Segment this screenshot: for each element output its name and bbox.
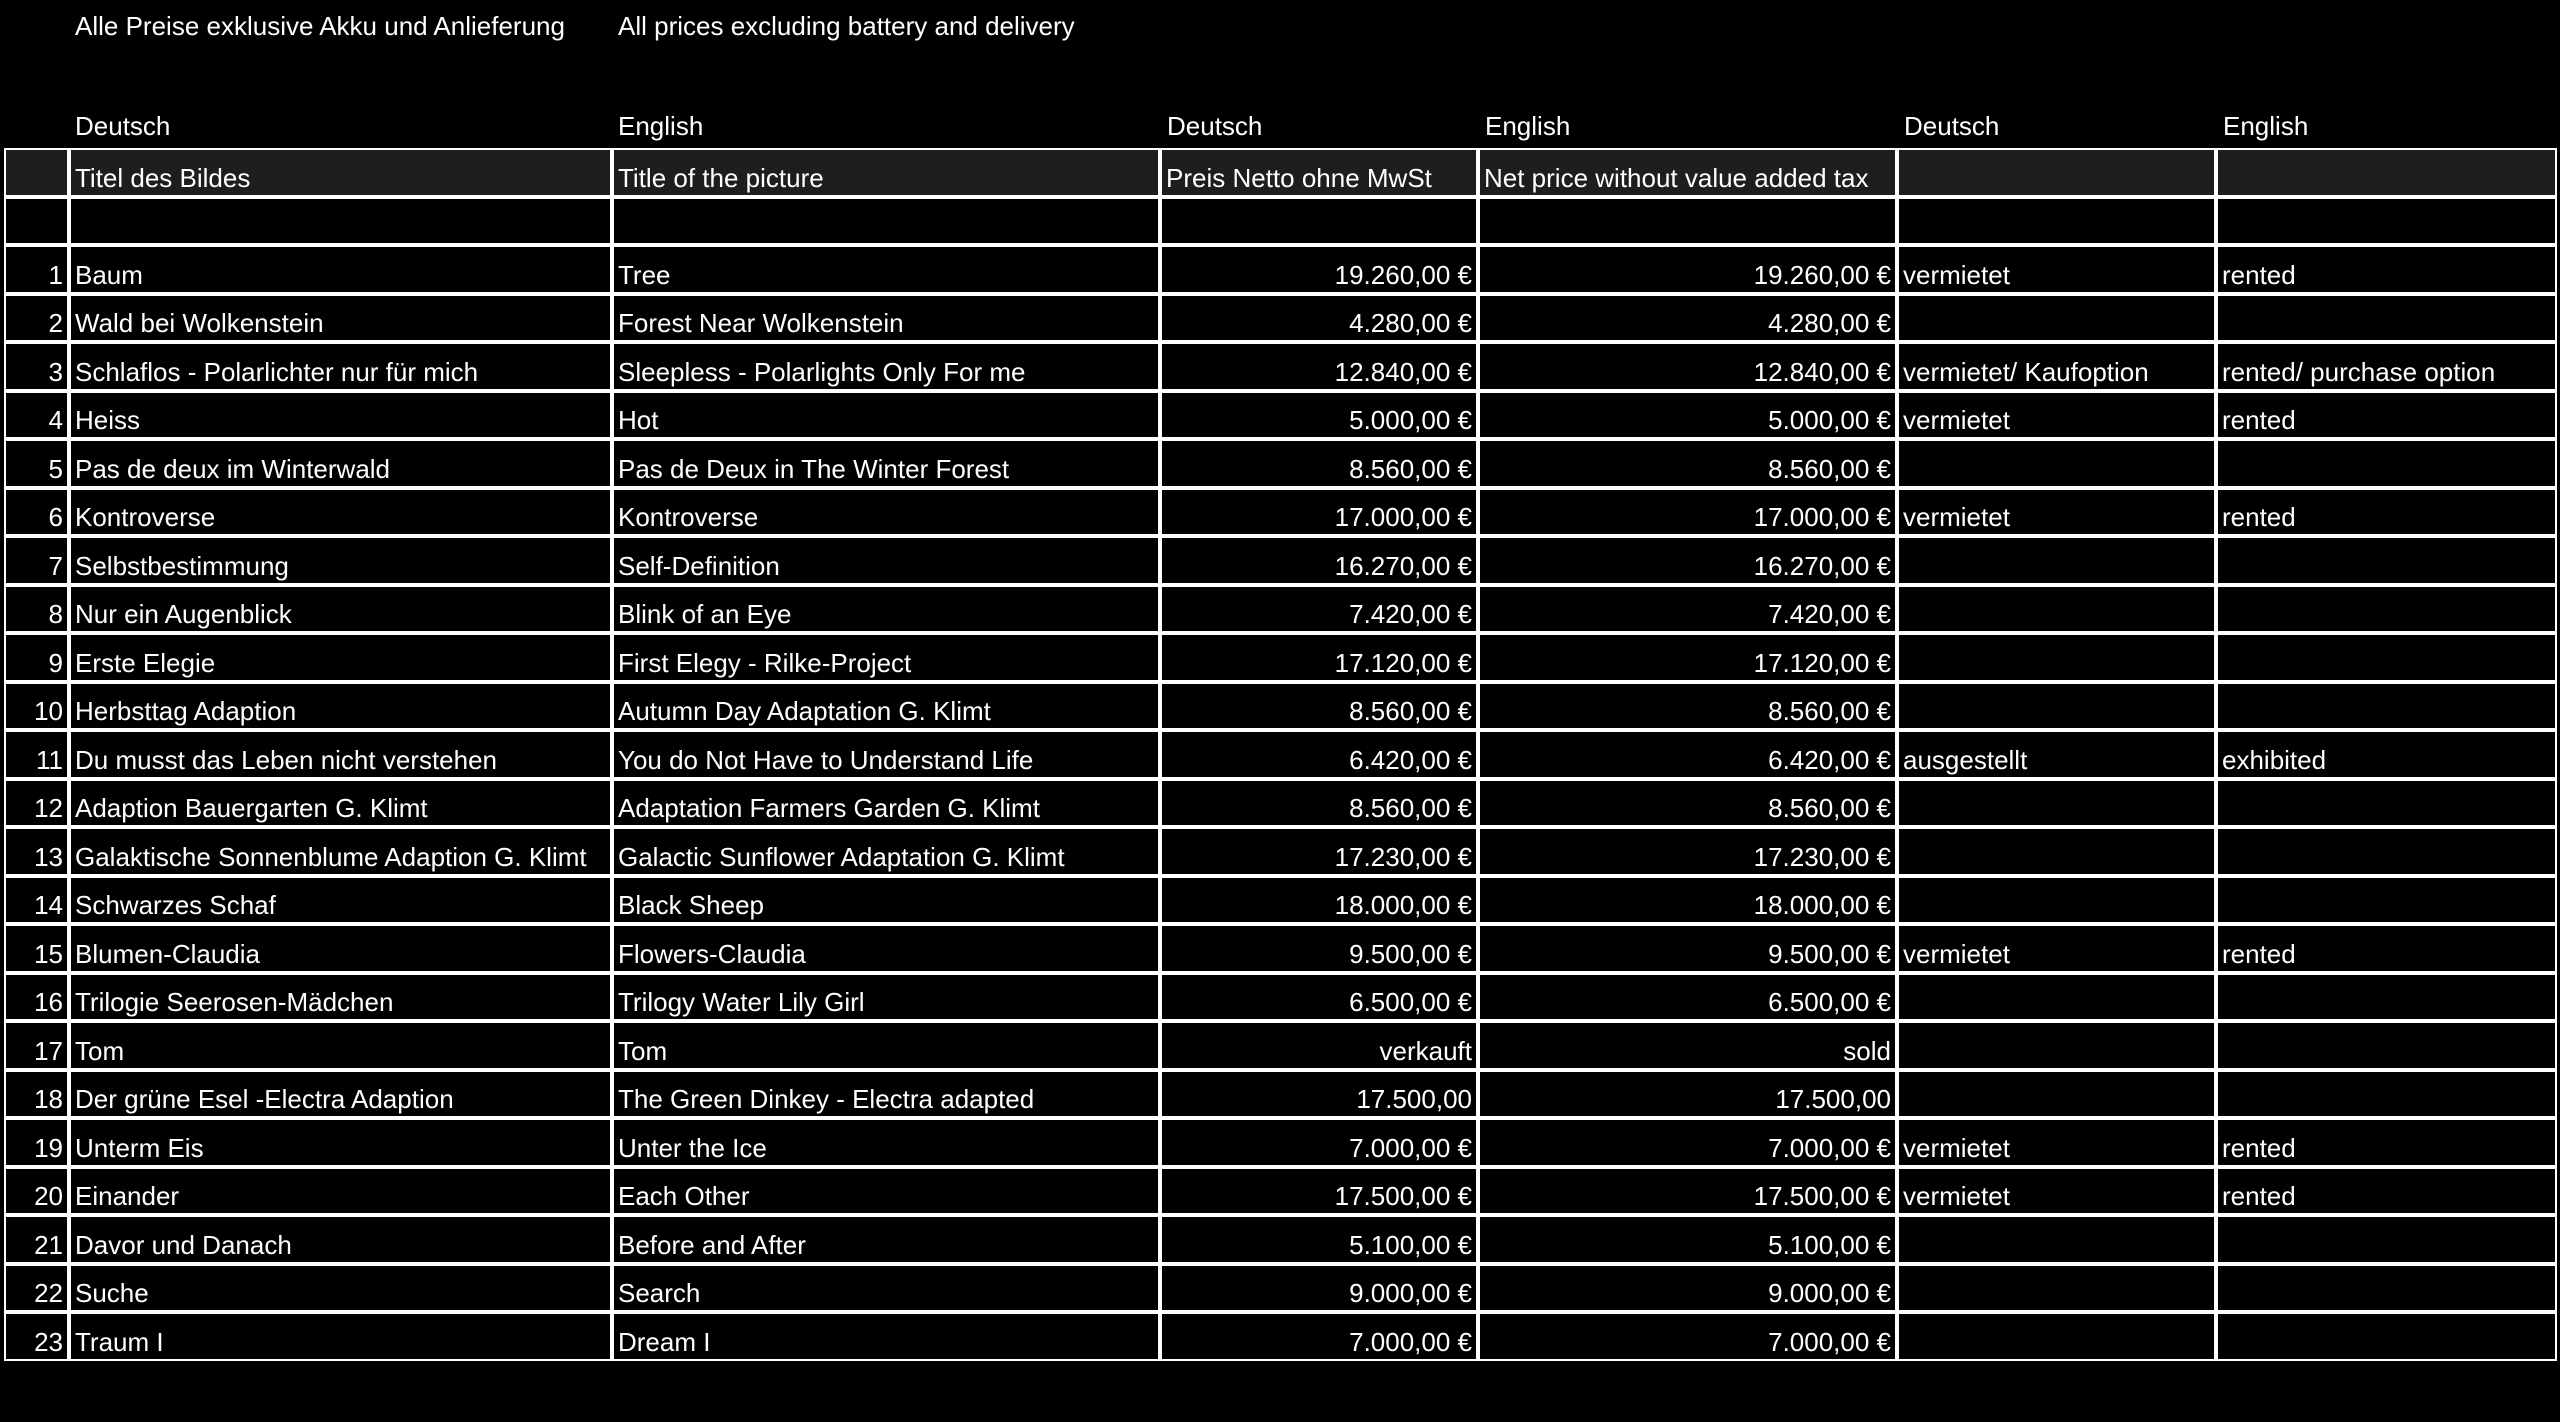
language-label: English [618,111,704,141]
table-row [4,682,2557,731]
title-en-cell[interactable]: Kontroverse [612,488,1160,537]
title-de-cell[interactable]: Pas de deux im Winterwald [69,439,612,488]
row-number-cell[interactable]: 4 [4,391,69,440]
row-number-cell[interactable]: 16 [4,973,69,1022]
title-de-cell[interactable]: Tom [69,1021,612,1070]
title-en-cell[interactable]: The Green Dinkey - Electra adapted [612,1070,1160,1119]
title-de-cell[interactable]: Einander [69,1167,612,1216]
status-en-cell[interactable]: exhibited [2216,730,2557,779]
price-en-cell[interactable]: 5.000,00 € [1478,391,1897,440]
empty-cell[interactable] [1160,197,1478,246]
table-row [4,973,2557,1022]
price-table [4,148,2557,1361]
status-de-cell[interactable]: ausgestellt [1897,730,2216,779]
empty-cell[interactable] [612,197,1160,246]
table-row [4,488,2557,537]
status-en-cell[interactable] [2216,1264,2557,1313]
row-number-cell[interactable]: 14 [4,876,69,925]
row-number-cell[interactable]: 1 [4,245,69,294]
title-de-cell[interactable]: Herbsttag Adaption [69,682,612,731]
table-row [4,827,2557,876]
status-en-cell[interactable]: rented [2216,1118,2557,1167]
table-row [4,391,2557,440]
price-de-cell[interactable]: 8.560,00 € [1160,439,1478,488]
status-en-cell[interactable] [2216,827,2557,876]
title-en-cell[interactable]: Each Other [612,1167,1160,1216]
price-de-cell[interactable]: 17.500,00 € [1160,1167,1478,1216]
price-en-cell[interactable]: 17.230,00 € [1478,827,1897,876]
table-row [4,779,2557,828]
title-de-cell[interactable]: Davor und Danach [69,1215,612,1264]
row-number-cell[interactable]: 19 [4,1118,69,1167]
price-en-cell[interactable]: 5.100,00 € [1478,1215,1897,1264]
empty-cell[interactable] [69,197,612,246]
note-english: All prices excluding battery and delivery [618,11,1075,41]
empty-cell[interactable] [2216,197,2557,246]
status-en-cell[interactable] [2216,1312,2557,1361]
price-en-cell[interactable]: 17.500,00 € [1478,1167,1897,1216]
price-en-cell[interactable]: 9.000,00 € [1478,1264,1897,1313]
header-cell-title-en[interactable]: Title of the picture [612,148,1160,197]
title-de-cell[interactable]: Der grüne Esel -Electra Adaption [69,1070,612,1119]
empty-cell[interactable] [1897,197,2216,246]
header-cell-status-de[interactable] [1897,148,2216,197]
table-row [4,730,2557,779]
title-de-cell[interactable]: Baum [69,245,612,294]
language-header-row [0,108,2560,148]
status-en-cell[interactable] [2216,682,2557,731]
price-en-cell[interactable]: 8.560,00 € [1478,439,1897,488]
table-row [4,342,2557,391]
status-de-cell[interactable]: vermietet [1897,488,2216,537]
price-de-cell[interactable]: 17.500,00 [1160,1070,1478,1119]
table-row [4,633,2557,682]
title-en-cell[interactable]: First Elegy - Rilke-Project [612,633,1160,682]
row-number-cell[interactable]: 13 [4,827,69,876]
status-en-cell[interactable] [2216,779,2557,828]
title-en-cell[interactable]: Galactic Sunflower Adaptation G. Klimt [612,827,1160,876]
status-de-cell[interactable] [1897,682,2216,731]
price-de-cell[interactable]: 19.260,00 € [1160,245,1478,294]
status-en-cell[interactable]: rented/ purchase option [2216,342,2557,391]
price-de-cell[interactable]: 4.280,00 € [1160,294,1478,343]
price-de-cell[interactable]: 8.560,00 € [1160,682,1478,731]
title-de-cell[interactable]: Galaktische Sonnenblume Adaption G. Klimt [69,827,612,876]
price-de-cell[interactable]: 12.840,00 € [1160,342,1478,391]
price-de-cell[interactable]: 16.270,00 € [1160,536,1478,585]
header-cell-title-de[interactable]: Titel des Bildes [69,148,612,197]
status-en-cell[interactable] [2216,633,2557,682]
status-de-cell[interactable] [1897,1312,2216,1361]
status-de-cell[interactable]: vermietet [1897,1167,2216,1216]
title-de-cell[interactable]: Traum I [69,1312,612,1361]
price-de-cell[interactable]: 6.500,00 € [1160,973,1478,1022]
row-number-cell[interactable]: 10 [4,682,69,731]
status-en-cell[interactable] [2216,536,2557,585]
language-label: English [1485,111,1571,141]
title-de-cell[interactable]: Schwarzes Schaf [69,876,612,925]
price-de-cell[interactable]: 7.000,00 € [1160,1312,1478,1361]
title-en-cell[interactable]: Self-Definition [612,536,1160,585]
title-de-cell[interactable]: Adaption Bauergarten G. Klimt [69,779,612,828]
title-en-cell[interactable]: Pas de Deux in The Winter Forest [612,439,1160,488]
price-en-cell[interactable]: 6.420,00 € [1478,730,1897,779]
table-row [4,1021,2557,1070]
title-en-cell[interactable]: Forest Near Wolkenstein [612,294,1160,343]
price-en-cell[interactable]: 6.500,00 € [1478,973,1897,1022]
table-row [4,924,2557,973]
status-de-cell[interactable]: vermietet [1897,924,2216,973]
title-de-cell[interactable]: Heiss [69,391,612,440]
header-cell-price-en[interactable]: Net price without value added tax [1478,148,1897,197]
price-de-cell[interactable]: 5.000,00 € [1160,391,1478,440]
row-number-cell[interactable]: 17 [4,1021,69,1070]
status-en-cell[interactable] [2216,439,2557,488]
price-en-cell[interactable]: 17.000,00 € [1478,488,1897,537]
status-de-cell[interactable] [1897,1021,2216,1070]
table-row [4,1264,2557,1313]
table-row [4,1312,2557,1361]
row-number-cell[interactable]: 21 [4,1215,69,1264]
price-de-cell[interactable]: 17.120,00 € [1160,633,1478,682]
price-en-cell[interactable]: 4.280,00 € [1478,294,1897,343]
status-de-cell[interactable] [1897,973,2216,1022]
title-de-cell[interactable]: Unterm Eis [69,1118,612,1167]
price-en-cell[interactable]: 8.560,00 € [1478,682,1897,731]
title-en-cell[interactable]: Hot [612,391,1160,440]
row-number-cell[interactable]: 9 [4,633,69,682]
price-en-cell[interactable]: 7.000,00 € [1478,1312,1897,1361]
status-en-cell[interactable]: rented [2216,924,2557,973]
price-de-cell[interactable]: 9.500,00 € [1160,924,1478,973]
row-number-cell[interactable]: 5 [4,439,69,488]
row-number-cell[interactable]: 20 [4,1167,69,1216]
table-row [4,536,2557,585]
title-en-cell[interactable]: Black Sheep [612,876,1160,925]
title-en-cell[interactable]: Tree [612,245,1160,294]
status-de-cell[interactable] [1897,779,2216,828]
price-en-cell[interactable]: 9.500,00 € [1478,924,1897,973]
price-de-cell[interactable]: 18.000,00 € [1160,876,1478,925]
title-de-cell[interactable]: Trilogie Seerosen-Mädchen [69,973,612,1022]
row-number-cell[interactable]: 3 [4,342,69,391]
table-row [4,585,2557,634]
title-de-cell[interactable]: Schlaflos - Polarlichter nur für mich [69,342,612,391]
price-en-cell[interactable]: 18.000,00 € [1478,876,1897,925]
status-de-cell[interactable] [1897,1215,2216,1264]
price-en-cell[interactable]: 19.260,00 € [1478,245,1897,294]
status-de-cell[interactable] [1897,827,2216,876]
status-en-cell[interactable]: rented [2216,391,2557,440]
language-label: Deutsch [1904,111,2000,141]
price-en-cell[interactable]: sold [1478,1021,1897,1070]
status-de-cell[interactable]: vermietet/ Kaufoption [1897,342,2216,391]
status-en-cell[interactable]: rented [2216,488,2557,537]
title-de-cell[interactable]: Suche [69,1264,612,1313]
table-row [4,294,2557,343]
status-en-cell[interactable] [2216,294,2557,343]
price-de-cell[interactable]: 17.000,00 € [1160,488,1478,537]
table-row [4,245,2557,294]
title-en-cell[interactable]: Sleepless - Polarlights Only For me [612,342,1160,391]
empty-cell[interactable] [4,197,69,246]
title-de-cell[interactable]: Selbstbestimmung [69,536,612,585]
title-en-cell[interactable]: Trilogy Water Lily Girl [612,973,1160,1022]
price-en-cell[interactable]: 8.560,00 € [1478,779,1897,828]
price-de-cell[interactable]: 17.230,00 € [1160,827,1478,876]
price-en-cell[interactable]: 17.120,00 € [1478,633,1897,682]
status-en-cell[interactable] [2216,1070,2557,1119]
empty-row [4,197,2557,246]
status-de-cell[interactable] [1897,1070,2216,1119]
price-de-cell[interactable]: 9.000,00 € [1160,1264,1478,1313]
header-cell-number[interactable] [4,148,69,197]
row-number-cell[interactable]: 15 [4,924,69,973]
title-en-cell[interactable]: Search [612,1264,1160,1313]
row-number-cell[interactable]: 18 [4,1070,69,1119]
table-row [4,1167,2557,1216]
status-de-cell[interactable] [1897,633,2216,682]
language-label: English [2223,111,2309,141]
price-en-cell[interactable]: 7.000,00 € [1478,1118,1897,1167]
row-number-cell[interactable]: 23 [4,1312,69,1361]
row-number-cell[interactable]: 8 [4,585,69,634]
title-en-cell[interactable]: You do Not Have to Understand Life [612,730,1160,779]
table-row [4,439,2557,488]
price-de-cell[interactable]: verkauft [1160,1021,1478,1070]
status-de-cell[interactable]: vermietet [1897,245,2216,294]
row-number-cell[interactable]: 22 [4,1264,69,1313]
row-number-cell[interactable]: 7 [4,536,69,585]
language-label: Deutsch [75,111,171,141]
price-de-cell[interactable]: 5.100,00 € [1160,1215,1478,1264]
title-en-cell[interactable]: Autumn Day Adaptation G. Klimt [612,682,1160,731]
header-cell-status-en[interactable] [2216,148,2557,197]
language-label: Deutsch [1167,111,1263,141]
empty-cell[interactable] [1478,197,1897,246]
status-de-cell[interactable] [1897,876,2216,925]
status-de-cell[interactable] [1897,294,2216,343]
status-de-cell[interactable] [1897,1264,2216,1313]
title-en-cell[interactable]: Dream I [612,1312,1160,1361]
header-cell-price-de[interactable]: Preis Netto ohne MwSt [1160,148,1478,197]
status-de-cell[interactable] [1897,585,2216,634]
status-de-cell[interactable] [1897,439,2216,488]
status-de-cell[interactable]: vermietet [1897,1118,2216,1167]
status-en-cell[interactable]: rented [2216,1167,2557,1216]
price-en-cell[interactable]: 7.420,00 € [1478,585,1897,634]
title-de-cell[interactable]: Nur ein Augenblick [69,585,612,634]
title-de-cell[interactable]: Erste Elegie [69,633,612,682]
table-row [4,1070,2557,1119]
price-de-cell[interactable]: 7.420,00 € [1160,585,1478,634]
price-en-cell[interactable]: 16.270,00 € [1478,536,1897,585]
title-en-cell[interactable]: Adaptation Farmers Garden G. Klimt [612,779,1160,828]
price-de-cell[interactable]: 7.000,00 € [1160,1118,1478,1167]
title-de-cell[interactable]: Kontroverse [69,488,612,537]
price-de-cell[interactable]: 8.560,00 € [1160,779,1478,828]
title-en-cell[interactable]: Blink of an Eye [612,585,1160,634]
row-number-cell[interactable]: 2 [4,294,69,343]
status-en-cell[interactable] [2216,585,2557,634]
status-de-cell[interactable] [1897,536,2216,585]
price-en-cell[interactable]: 12.840,00 € [1478,342,1897,391]
title-de-cell[interactable]: Du musst das Leben nicht verstehen [69,730,612,779]
row-number-cell[interactable]: 12 [4,779,69,828]
table-header-row [4,148,2557,197]
table-row [4,1215,2557,1264]
status-en-cell[interactable] [2216,1215,2557,1264]
table-row [4,876,2557,925]
row-number-cell[interactable]: 11 [4,730,69,779]
note-german: Alle Preise exklusive Akku und Anlieferung [75,11,565,41]
title-de-cell[interactable]: Blumen-Claudia [69,924,612,973]
price-en-cell[interactable]: 17.500,00 [1478,1070,1897,1119]
title-de-cell[interactable]: Wald bei Wolkenstein [69,294,612,343]
row-number-cell[interactable]: 6 [4,488,69,537]
status-en-cell[interactable]: rented [2216,245,2557,294]
status-de-cell[interactable]: vermietet [1897,391,2216,440]
title-en-cell[interactable]: Before and After [612,1215,1160,1264]
status-en-cell[interactable] [2216,973,2557,1022]
status-en-cell[interactable] [2216,876,2557,925]
status-en-cell[interactable] [2216,1021,2557,1070]
title-en-cell[interactable]: Tom [612,1021,1160,1070]
title-en-cell[interactable]: Unter the Ice [612,1118,1160,1167]
table-row [4,1118,2557,1167]
price-de-cell[interactable]: 6.420,00 € [1160,730,1478,779]
title-en-cell[interactable]: Flowers-Claudia [612,924,1160,973]
